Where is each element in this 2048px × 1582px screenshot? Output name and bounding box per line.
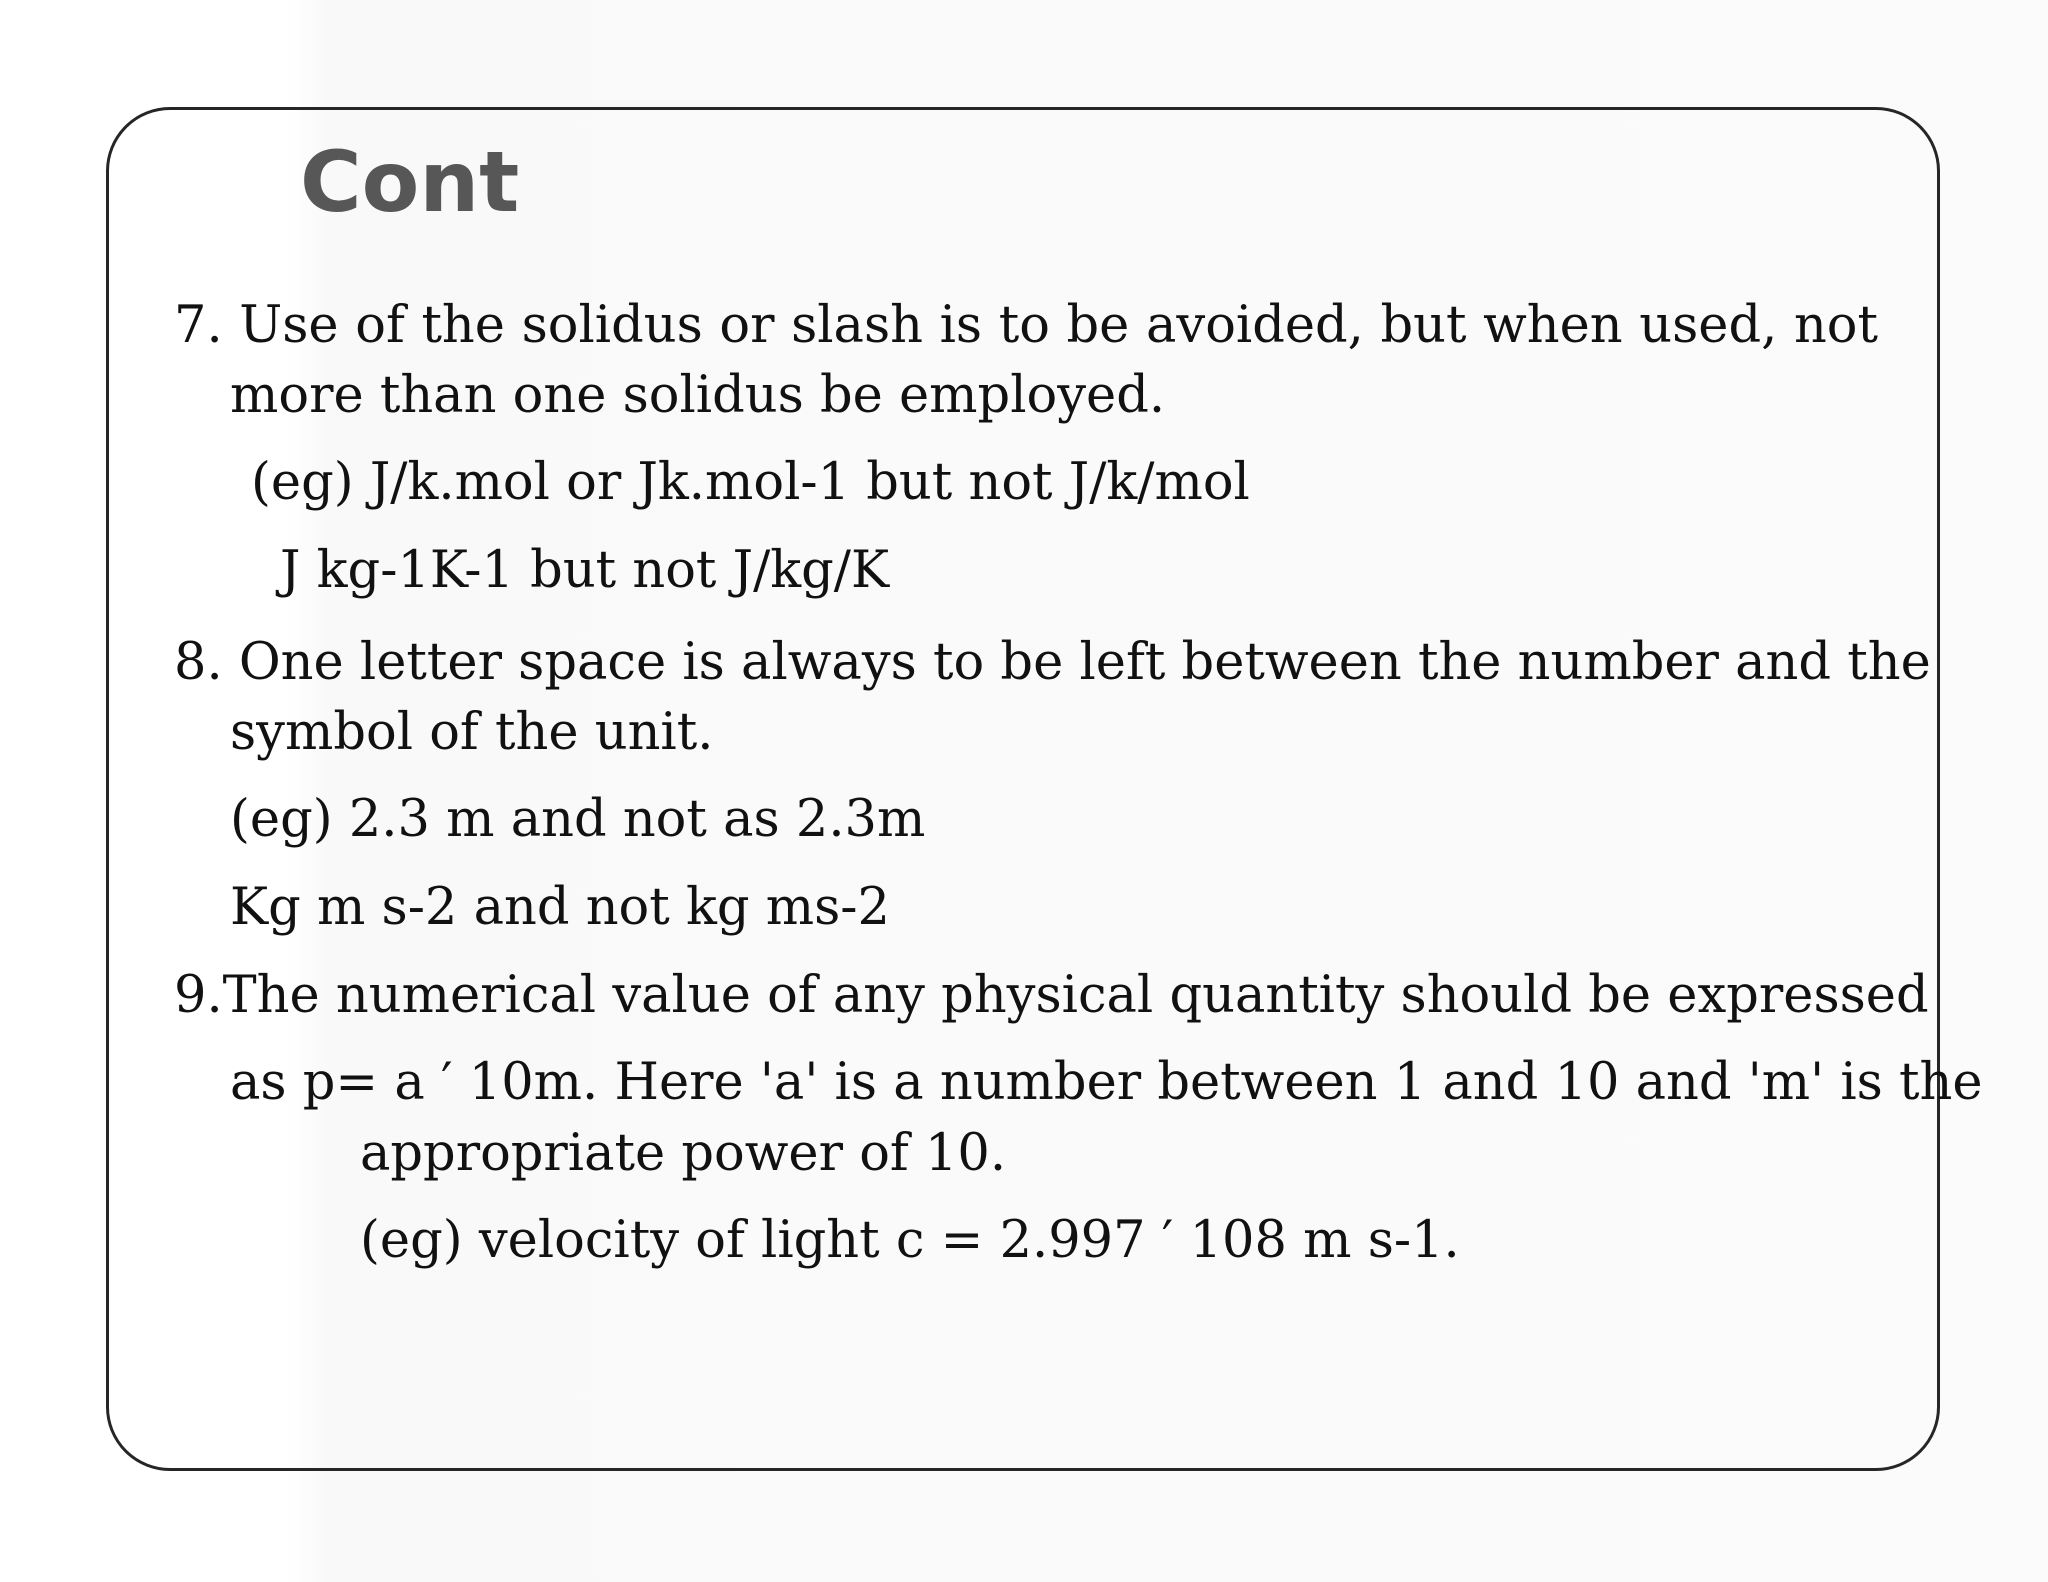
rule-7-continuation: more than one solidus be employed. [230,366,1166,425]
rule-8-example-1: (eg) 2.3 m and not as 2.3m [230,790,926,849]
rule-7-example-1: (eg) J/k.mol or Jk.mol-1 but not J/k/mol [251,453,1250,512]
rule-8-text: 8. One letter space is always to be left between the number and the [174,633,1931,692]
rule-7-example-2: J kg-1K-1 but not J/kg/K [280,541,890,600]
rule-9-example: (eg) velocity of light c = 2.997 ′ 108 m s-1. [360,1211,1460,1270]
slide-title: Cont [300,133,520,231]
rule-8-continuation: symbol of the unit. [230,703,714,762]
rule-7-text: 7. Use of the solidus or slash is to be avoided, but when used, not [174,296,1878,355]
rule-9-text: 9.The numerical value of any physical quantity should be expressed [174,966,1929,1025]
rule-8-example-2: Kg m s-2 and not kg ms-2 [230,878,890,937]
rule-9-formula: as p= a ′ 10m. Here 'a' is a number between 1 and 10 and 'm' is the [230,1053,1983,1112]
rule-9-continuation: appropriate power of 10. [360,1124,1007,1183]
